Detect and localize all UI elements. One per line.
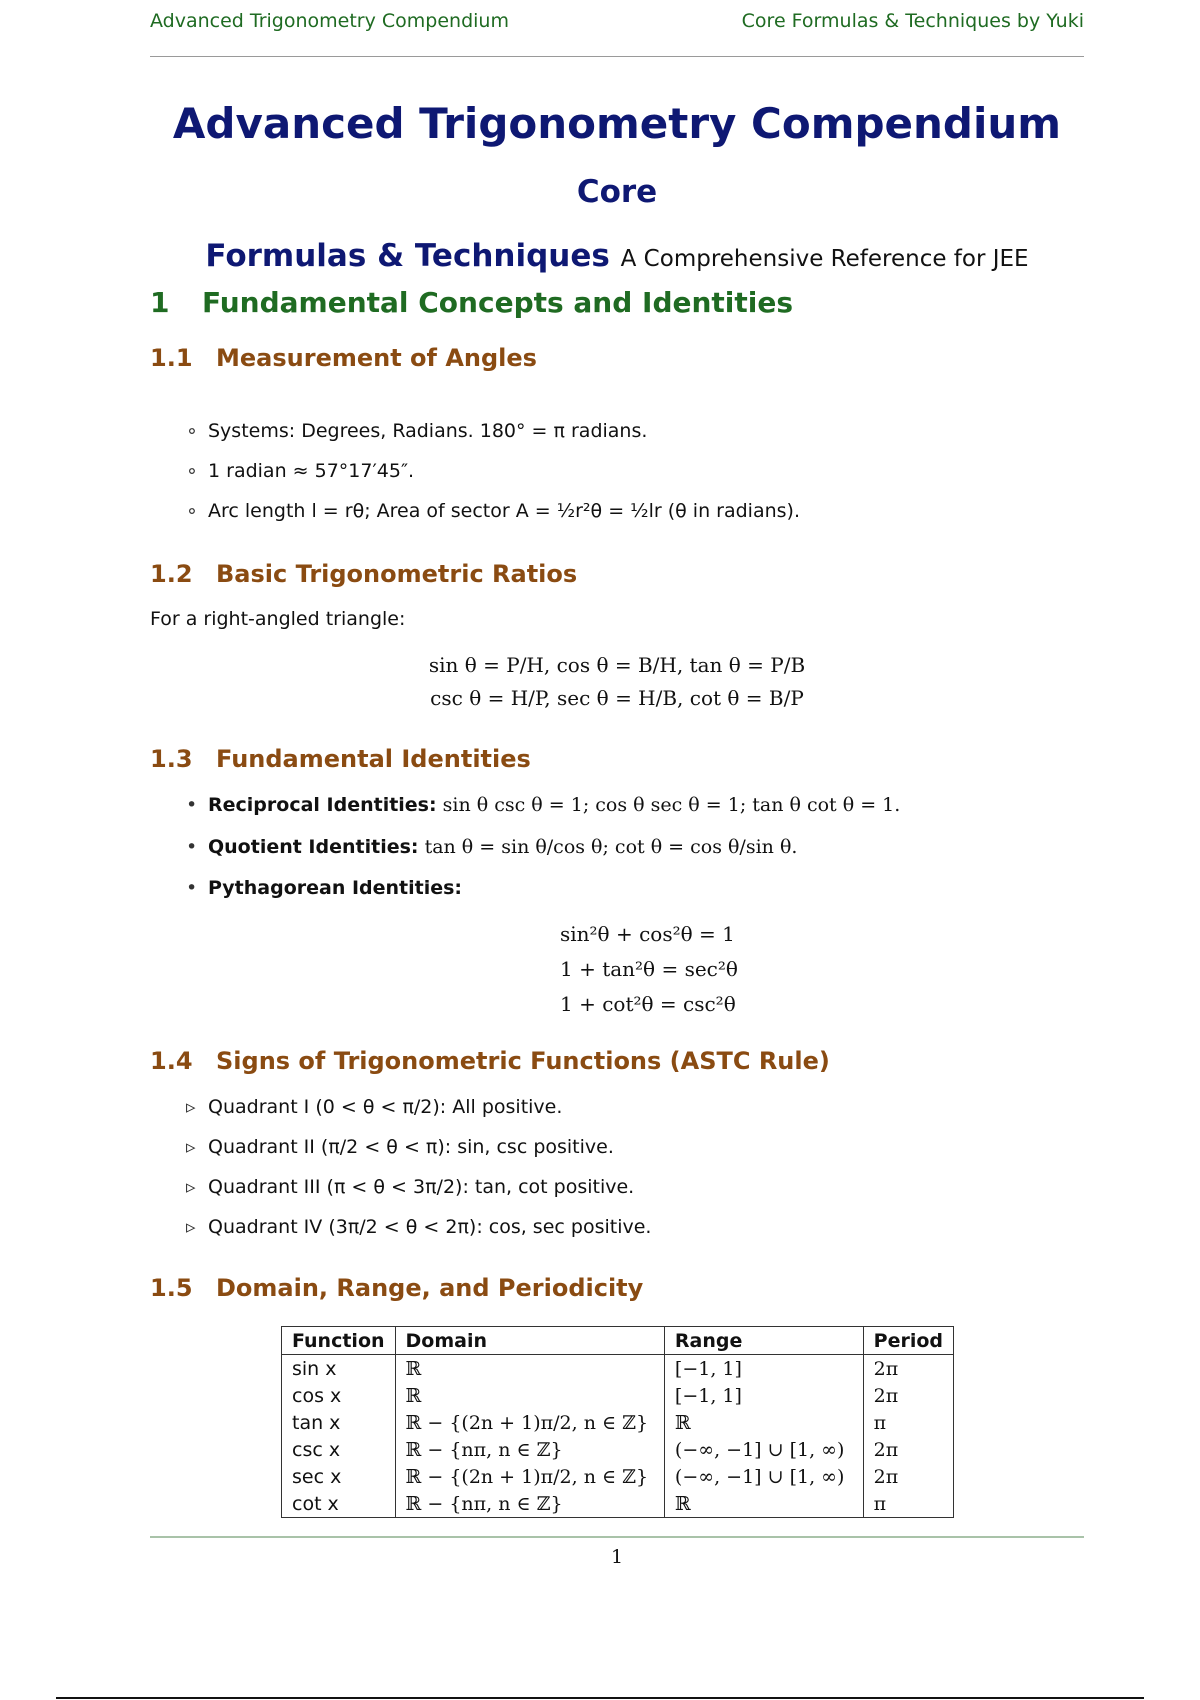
equation-pythagorean-1: sin²θ + cos²θ = 1 <box>560 922 735 946</box>
title-formulas: Formulas & Techniques <box>205 238 610 274</box>
equation-ratios-2: csc θ = H/P, sec θ = H/B, cot θ = B/P <box>430 686 804 710</box>
section-number: 1 <box>150 286 170 319</box>
list-item-text: Arc length l = rθ; Area of sector A = ½r²θ = ½lr (θ in radians). <box>208 500 800 522</box>
subsection-heading-1-2 <box>150 560 577 588</box>
table-cell: 2π <box>863 1463 953 1490</box>
table-row <box>282 1409 954 1436</box>
running-header-left: Advanced Trigonometry Compendium <box>150 10 509 32</box>
subsection-title: Signs of Trigonometric Functions (ASTC Rule) <box>216 1047 830 1075</box>
table-cell: ℝ <box>664 1490 863 1518</box>
subsection-number: 1.1 <box>150 344 193 372</box>
item-label: Pythagorean Identities: <box>208 877 463 899</box>
table-cell: tan x <box>282 1409 396 1436</box>
bullet-icon: • <box>186 794 198 816</box>
list-item <box>186 1176 634 1198</box>
circle-bullet-icon: ∘ <box>186 500 198 522</box>
item-formula: tan θ = sin θ/cos θ; cot θ = cos θ/sin θ. <box>424 836 798 858</box>
header-rule <box>150 56 1084 57</box>
table-cell: ℝ <box>395 1382 664 1409</box>
table-cell: sec x <box>282 1463 396 1490</box>
list-item <box>186 794 900 816</box>
table-row <box>282 1436 954 1463</box>
title-main: Advanced Trigonometry Compendium <box>172 99 1062 148</box>
title-core: Core <box>576 174 658 210</box>
list-item <box>186 877 462 899</box>
table-cell: ℝ <box>664 1409 863 1436</box>
list-item <box>186 460 414 482</box>
list-item-text: Quadrant I (0 < θ < π/2): All positive. <box>208 1096 563 1118</box>
subsection-number: 1.5 <box>150 1274 193 1302</box>
subsection-heading-1-5 <box>150 1274 643 1302</box>
table-cell: cot x <box>282 1490 396 1518</box>
table-cell: 2π <box>863 1382 953 1409</box>
page-number: 1 <box>610 1546 624 1568</box>
section-title: Fundamental Concepts and Identities <box>202 286 794 319</box>
table-cell: [−1, 1] <box>664 1355 863 1383</box>
list-item <box>186 500 800 522</box>
equation-pythagorean-2: 1 + tan²θ = sec²θ <box>560 957 738 981</box>
table-row <box>282 1490 954 1518</box>
subsection-heading-1-1 <box>150 344 537 372</box>
circle-bullet-icon: ∘ <box>186 420 198 442</box>
list-item <box>186 420 647 442</box>
list-item <box>186 1136 614 1158</box>
list-item-text: 1 radian ≈ 57°17′45″. <box>208 460 415 482</box>
table-header-row <box>282 1327 954 1355</box>
subsection-title: Basic Trigonometric Ratios <box>216 560 578 588</box>
subsection-title: Domain, Range, and Periodicity <box>216 1274 644 1302</box>
table-cell: ℝ − {(2n + 1)π/2, n ∈ ℤ} <box>395 1463 664 1490</box>
table-row <box>282 1382 954 1409</box>
subsection-heading-1-3 <box>150 745 531 773</box>
item-formula: sin θ csc θ = 1; cos θ sec θ = 1; tan θ cot θ = 1. <box>442 794 901 816</box>
table-header: Function <box>282 1327 396 1355</box>
table-cell: π <box>863 1490 953 1518</box>
circle-bullet-icon: ∘ <box>186 460 198 482</box>
table-header: Domain <box>395 1327 664 1355</box>
table-cell: π <box>863 1409 953 1436</box>
section-heading-1 <box>150 286 793 319</box>
triangle-bullet-icon: ▹ <box>186 1096 196 1118</box>
table-header: Period <box>863 1327 953 1355</box>
table-cell: sin x <box>282 1355 396 1383</box>
page-bottom-border <box>56 1697 1144 1699</box>
table-cell: [−1, 1] <box>664 1382 863 1409</box>
footer-rule <box>150 1536 1084 1538</box>
subsection-title: Fundamental Identities <box>216 745 531 773</box>
subsection-heading-1-4 <box>150 1047 830 1075</box>
domain-range-table <box>281 1326 954 1518</box>
table-row <box>282 1463 954 1490</box>
bullet-icon: • <box>186 836 198 858</box>
table-cell: ℝ − {(2n + 1)π/2, n ∈ ℤ} <box>395 1409 664 1436</box>
title-block <box>150 92 1084 291</box>
equation-ratios-1: sin θ = P/H, cos θ = B/H, tan θ = P/B <box>428 653 806 677</box>
document-title <box>150 92 1084 224</box>
list-item <box>186 1216 651 1238</box>
table-cell: (−∞, −1] ∪ [1, ∞) <box>664 1436 863 1463</box>
subsection-number: 1.4 <box>150 1047 193 1075</box>
table-row <box>282 1355 954 1383</box>
document-subtitle <box>150 224 1084 291</box>
subsection-number: 1.2 <box>150 560 193 588</box>
table-header: Range <box>664 1327 863 1355</box>
list-item-text: Quadrant II (π/2 < θ < π): sin, csc positive. <box>208 1136 614 1158</box>
item-label: Quotient Identities: <box>208 836 419 858</box>
table-cell: csc x <box>282 1436 396 1463</box>
equation-pythagorean-3: 1 + cot²θ = csc²θ <box>560 992 736 1016</box>
item-label: Reciprocal Identities: <box>208 794 437 816</box>
table-cell: 2π <box>863 1436 953 1463</box>
table-cell: 2π <box>863 1355 953 1383</box>
list-item-text: Systems: Degrees, Radians. 180° = π radians. <box>208 420 648 442</box>
list-item <box>186 836 797 858</box>
list-item-text: Quadrant III (π < θ < 3π/2): tan, cot positive. <box>208 1176 635 1198</box>
subsection-title: Measurement of Angles <box>216 344 537 372</box>
table-cell: cos x <box>282 1382 396 1409</box>
title-subtitle: A Comprehensive Reference for JEE <box>620 246 1029 272</box>
subsection-number: 1.3 <box>150 745 193 773</box>
list-item <box>186 1096 562 1118</box>
table-cell: ℝ − {nπ, n ∈ ℤ} <box>395 1490 664 1518</box>
table-cell: (−∞, −1] ∪ [1, ∞) <box>664 1463 863 1490</box>
table-cell: ℝ − {nπ, n ∈ ℤ} <box>395 1436 664 1463</box>
triangle-bullet-icon: ▹ <box>186 1176 196 1198</box>
table-cell: ℝ <box>395 1355 664 1383</box>
triangle-bullet-icon: ▹ <box>186 1136 196 1158</box>
list-item-text: Quadrant IV (3π/2 < θ < 2π): cos, sec positive. <box>208 1216 652 1238</box>
paragraph: For a right-angled triangle: <box>150 608 406 630</box>
running-header-right: Core Formulas & Techniques by Yuki <box>741 10 1084 32</box>
triangle-bullet-icon: ▹ <box>186 1216 196 1238</box>
bullet-icon: • <box>186 877 198 899</box>
